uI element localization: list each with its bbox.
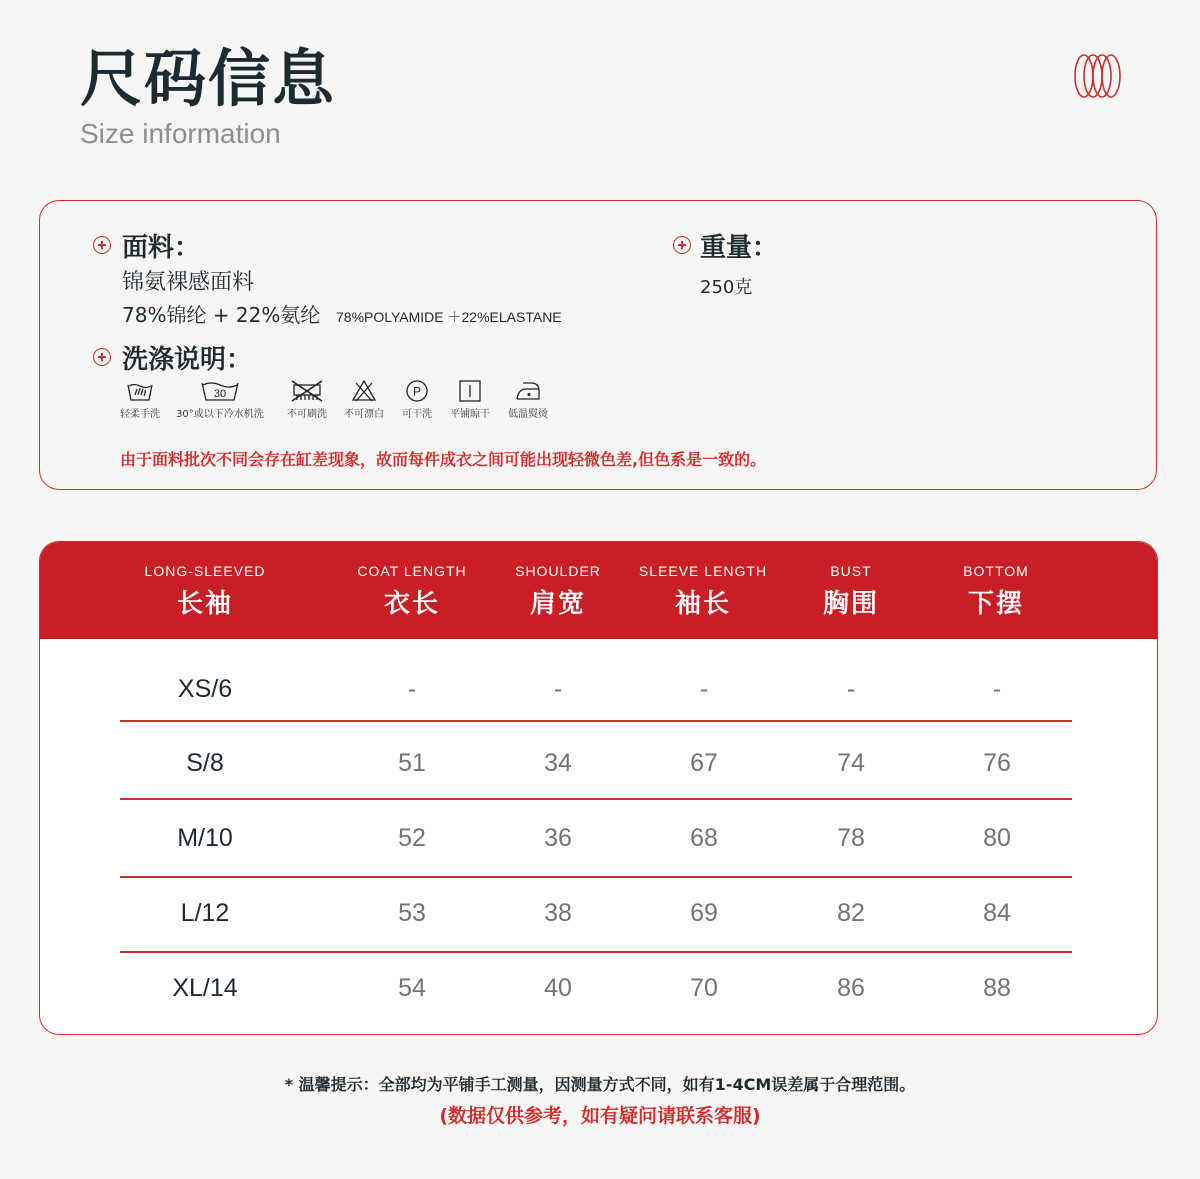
plus-circle-icon [673, 236, 691, 254]
care-label: 洗涤说明： [122, 345, 253, 375]
column-header-en: SLEEVE LENGTH [638, 563, 768, 579]
value-cell: 52 [398, 824, 426, 852]
column-header [515, 542, 601, 639]
care-item [120, 379, 160, 420]
row-divider [120, 798, 1072, 800]
value-cell: 51 [398, 749, 426, 777]
table-row [120, 974, 1072, 1035]
care-item-label: 轻柔手洗 [120, 409, 160, 420]
material-info-card [39, 200, 1157, 490]
value-cell: - [992, 675, 1002, 703]
value-cell: - [846, 675, 856, 703]
column-header [357, 542, 466, 639]
no-bleach-icon [351, 379, 377, 403]
dry-clean-p-icon [404, 379, 430, 403]
size-cell: XL/14 [172, 974, 238, 1002]
column-header [823, 542, 879, 639]
care-item [402, 379, 432, 420]
value-cell: 70 [690, 974, 718, 1002]
value-cell: 76 [983, 749, 1011, 777]
plus-circle-icon [93, 236, 111, 254]
size-cell: L/12 [180, 899, 230, 927]
wash-temperature-text: 30 [213, 388, 226, 400]
column-header [145, 542, 266, 639]
value-cell: 36 [544, 824, 572, 852]
machine-wash-30-icon [200, 379, 240, 403]
value-cell: 82 [837, 899, 865, 927]
fabric-label: 面料： [122, 233, 201, 263]
fabric-name: 锦氨裸感面料 [122, 270, 255, 295]
row-divider [120, 951, 1072, 953]
row-divider [120, 876, 1072, 878]
care-item-label: 低温熨烫 [508, 409, 548, 420]
value-cell: 40 [544, 974, 572, 1002]
value-cell: 78 [837, 824, 865, 852]
value-cell: 68 [690, 824, 718, 852]
size-cell: M/10 [177, 824, 233, 852]
value-cell: 74 [837, 749, 865, 777]
rings-icon [1072, 52, 1124, 100]
no-brush-icon [289, 379, 325, 403]
value-cell: 54 [398, 974, 426, 1002]
table-row [120, 675, 1072, 753]
column-header-en: BOTTOM [963, 563, 1029, 579]
size-cell: S/8 [186, 749, 224, 777]
weight-label: 重量： [700, 233, 779, 263]
color-difference-notice: 由于面料批次不同会存在缸差现象，故而每件成衣之间可能出现轻微色差,但色系是一致的。 [120, 450, 767, 469]
table-header [40, 542, 1157, 639]
row-divider [120, 720, 1072, 722]
column-header [963, 542, 1029, 639]
size-table [39, 541, 1158, 1035]
column-header-en: BUST [830, 563, 872, 579]
weight-value: 250克 [700, 277, 753, 298]
care-item [344, 379, 384, 420]
table-row [120, 749, 1072, 827]
column-header-en: COAT LENGTH [357, 563, 467, 579]
value-cell: 80 [983, 824, 1011, 852]
table-row [120, 824, 1072, 902]
care-item [287, 379, 327, 420]
value-cell: 53 [398, 899, 426, 927]
column-header-cn: 胸围 [822, 589, 880, 619]
gentle-hand-wash-icon [126, 379, 154, 403]
size-cell: XS/6 [177, 675, 233, 703]
value-cell: - [553, 675, 563, 703]
care-item [176, 379, 264, 420]
value-cell: 86 [837, 974, 865, 1002]
fabric-composition-cn: 78%锦纶 + 22%氨纶 [122, 303, 321, 327]
table-row [120, 899, 1072, 977]
value-cell: 84 [983, 899, 1011, 927]
column-header-en: LONG-SLEEVED [144, 563, 266, 579]
value-cell: 88 [983, 974, 1011, 1002]
value-cell: 69 [690, 899, 718, 927]
reference-note: (数据仅供参考，如有疑问请联系客服) [439, 1105, 761, 1127]
care-item [508, 379, 548, 420]
column-header-cn: 长袖 [176, 589, 233, 619]
column-header-cn: 衣长 [383, 589, 440, 619]
plus-circle-icon [93, 348, 111, 366]
dry-clean-letter: P [412, 384, 422, 399]
value-cell: 38 [544, 899, 572, 927]
measurement-tip: * 温馨提示：全部均为平铺手工测量，因测量方式不同，如有1-4CM误差属于合理范围。 [284, 1075, 916, 1094]
fabric-composition-en: 78%POLYAMIDE ＋22%ELASTANE [336, 309, 562, 325]
page-title: 尺码信息 [80, 42, 337, 115]
column-header-cn: 袖长 [674, 589, 731, 619]
value-cell: 67 [690, 749, 718, 777]
care-item-label: 可干洗 [402, 409, 432, 420]
care-item-label: 平铺晾干 [450, 409, 490, 420]
column-header-en: SHOULDER [515, 563, 601, 579]
page-subtitle: Size information [80, 118, 281, 149]
value-cell: - [699, 675, 709, 703]
care-item [450, 379, 490, 420]
column-header-cn: 下摆 [967, 589, 1025, 619]
care-item-label: 30°或以下冷水机洗 [176, 409, 264, 420]
iron-low-icon [514, 379, 542, 403]
dry-flat-icon [457, 379, 483, 403]
value-cell: - [407, 675, 417, 703]
care-item-label: 不可漂白 [344, 409, 384, 420]
column-header [639, 542, 767, 639]
value-cell: 34 [544, 749, 572, 777]
column-header-cn: 肩宽 [529, 589, 587, 619]
care-item-label: 不可刷洗 [287, 409, 327, 420]
